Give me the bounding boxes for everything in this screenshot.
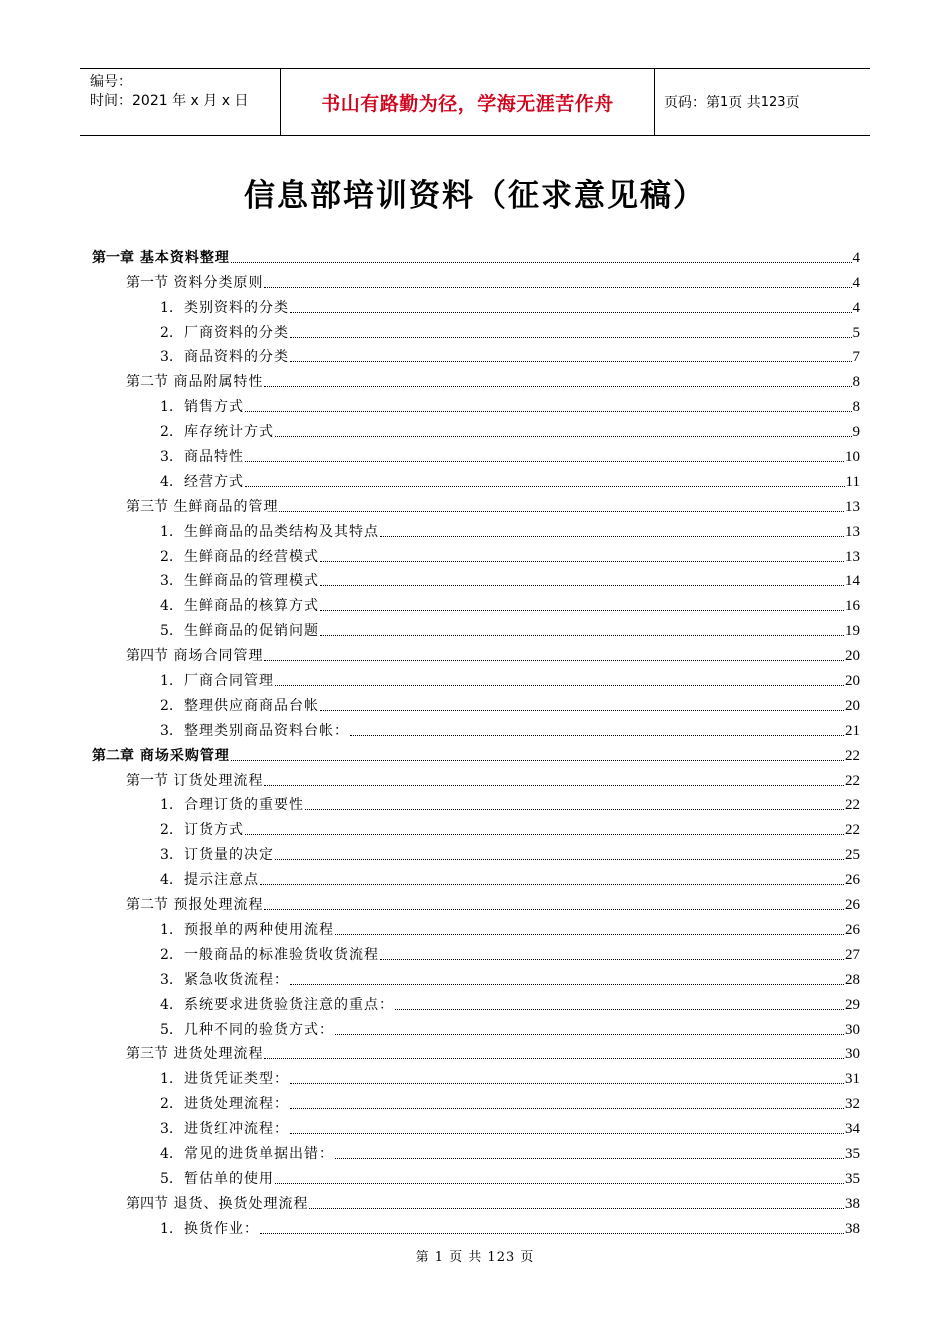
toc-entry-label: [160, 996, 394, 1014]
toc-entry-text: 合理订货的重要性: [184, 797, 304, 814]
toc-entry[interactable]: [92, 1213, 860, 1238]
toc-leader-dots: [264, 287, 851, 288]
toc-entry-page: 22: [845, 822, 860, 839]
toc-entry-label: [160, 722, 349, 740]
page-info-mid: 页 共: [728, 95, 761, 111]
toc-entry[interactable]: [92, 1163, 860, 1188]
toc-leader-dots: [245, 834, 844, 835]
toc-entry-text: 提示注意点: [184, 872, 259, 889]
toc-entry[interactable]: [92, 391, 860, 416]
toc-entry-number: 1.: [160, 1220, 174, 1237]
toc-entry-number: 3.: [160, 1121, 174, 1138]
toc-entry-page: 26: [845, 921, 860, 938]
toc-entry[interactable]: [92, 1063, 860, 1088]
toc-entry-number: 5.: [160, 623, 174, 640]
toc-entry-page: 14: [845, 573, 860, 590]
toc-entry-text: 厂商资料的分类: [184, 324, 289, 341]
toc-entry-text: 预报单的两种使用流程: [184, 921, 334, 938]
toc-entry-number: 2.: [160, 822, 174, 839]
toc-leader-dots: [275, 859, 844, 860]
toc-entry-page: 22: [845, 797, 860, 814]
toc-entry-page: 27: [845, 946, 860, 963]
toc-entry[interactable]: [92, 541, 860, 566]
toc-entry[interactable]: [92, 242, 860, 267]
toc-entry-label: [160, 921, 334, 939]
toc-entry-number: 4.: [160, 996, 174, 1013]
toc-entry-number: 第四节: [126, 648, 168, 665]
toc-entry-page: 26: [845, 897, 860, 914]
toc-entry[interactable]: [92, 416, 860, 441]
toc-entry-label: [160, 1120, 289, 1138]
toc-entry-label: [126, 1195, 308, 1213]
toc-entry-text: 商场合同管理: [173, 648, 264, 665]
toc-entry-page: 5: [852, 324, 860, 341]
toc-entry-page: 11: [845, 473, 860, 490]
toc-entry-number: 2.: [160, 424, 174, 441]
toc-entry-label: [160, 1145, 334, 1163]
toc-leader-dots: [320, 710, 844, 711]
toc-entry-page: 10: [845, 449, 860, 466]
toc-leader-dots: [290, 312, 852, 313]
toc-entry-page: 16: [845, 598, 860, 615]
page-info-prefix: 页码：第: [664, 95, 720, 111]
header-meta: [80, 69, 280, 135]
toc-entry[interactable]: [92, 1088, 860, 1113]
toc-entry-text: 生鲜商品的核算方式: [184, 598, 319, 615]
toc-entry-number: 第四节: [126, 1195, 168, 1212]
toc-entry-page: 20: [845, 673, 860, 690]
toc-entry-text: 商场采购管理: [139, 747, 230, 764]
toc-leader-dots: [305, 809, 844, 810]
toc-leader-dots: [264, 386, 851, 387]
toc-entry-number: 3.: [160, 349, 174, 366]
toc-leader-dots: [335, 1158, 844, 1159]
toc-entry-text: 类别资料的分类: [184, 299, 289, 316]
toc-entry-number: 4.: [160, 1145, 174, 1162]
page-info-current: 1: [720, 94, 729, 110]
toc-entry-text: 订货方式: [184, 822, 244, 839]
toc-entry-text: 退货、换货处理流程: [173, 1195, 309, 1212]
toc-entry-text: 整理类别商品资料台帐：: [184, 722, 349, 739]
toc-entry-page: 4: [852, 249, 860, 266]
toc-entry[interactable]: [92, 964, 860, 989]
header-page-info: [655, 69, 870, 135]
toc-entry-text: 商品特性: [184, 449, 244, 466]
toc-entry-page: 35: [845, 1145, 860, 1162]
toc-entry-page: 7: [852, 349, 860, 366]
toc-entry-page: 4: [852, 274, 860, 291]
toc-leader-dots: [260, 884, 844, 885]
toc-entry[interactable]: [92, 690, 860, 715]
toc-entry-page: 13: [845, 548, 860, 565]
toc-entry-text: 订货量的决定: [184, 847, 274, 864]
toc-entry-number: 1.: [160, 523, 174, 540]
toc-leader-dots: [290, 361, 852, 362]
toc-entry-page: 21: [845, 722, 860, 739]
toc-leader-dots: [279, 511, 844, 512]
toc-entry-text: 进货红冲流程：: [184, 1121, 289, 1138]
page-header: [80, 68, 870, 136]
toc-entry-label: [160, 622, 319, 640]
toc-entry-text: 厂商合同管理: [184, 673, 274, 690]
toc-entry-label: [160, 324, 289, 342]
toc-leader-dots: [380, 536, 844, 537]
toc-entry-text: 生鲜商品的经营模式: [184, 548, 319, 565]
toc-entry[interactable]: [92, 590, 860, 615]
toc-entry-number: 2.: [160, 324, 174, 341]
toc-entry[interactable]: [92, 640, 860, 665]
toc-leader-dots: [264, 1058, 844, 1059]
toc-entry-label: [126, 1045, 263, 1063]
toc-entry-label: [160, 548, 319, 566]
toc-leader-dots: [245, 411, 852, 412]
toc-entry-page: 8: [852, 399, 860, 416]
toc-entry-text: 库存统计方式: [184, 424, 274, 441]
toc-entry[interactable]: [92, 765, 860, 790]
toc-entry-page: 38: [845, 1220, 860, 1237]
toc-entry-page: 31: [845, 1071, 860, 1088]
toc-entry[interactable]: [92, 989, 860, 1014]
toc-entry-label: [126, 647, 263, 665]
toc-entry-text: 销售方式: [184, 399, 244, 416]
toc-entry[interactable]: [92, 939, 860, 964]
toc-entry[interactable]: [92, 342, 860, 367]
toc-leader-dots: [350, 735, 844, 736]
toc-entry-label: [160, 697, 319, 715]
toc-entry-text: 生鲜商品的管理: [173, 498, 279, 515]
toc-entry-label: [160, 398, 244, 416]
toc-entry-label: [126, 772, 263, 790]
toc-entry-text: 生鲜商品的品类结构及其特点: [184, 523, 379, 540]
toc-entry[interactable]: [92, 516, 860, 541]
document-title: 信息部培训资料（征求意见稿）: [244, 178, 706, 214]
toc-entry-number: 2.: [160, 697, 174, 714]
toc-leader-dots: [275, 1183, 844, 1184]
toc-entry-number: 第三节: [126, 498, 168, 515]
toc-entry[interactable]: [92, 466, 860, 491]
toc-entry-number: 5.: [160, 1170, 174, 1187]
toc-entry-number: 第一节: [126, 772, 168, 789]
toc-entry-label: [126, 896, 263, 914]
toc-entry-number: 3.: [160, 847, 174, 864]
toc-leader-dots: [290, 1133, 844, 1134]
toc-entry-label: [160, 971, 289, 989]
toc-entry[interactable]: [92, 441, 860, 466]
toc-leader-dots: [231, 262, 852, 263]
toc-entry[interactable]: [92, 665, 860, 690]
toc-entry-text: 进货凭证类型：: [184, 1071, 289, 1088]
toc-entry[interactable]: [92, 864, 860, 889]
toc-entry[interactable]: [92, 292, 860, 317]
toc-entry[interactable]: [92, 566, 860, 591]
toc-leader-dots: [275, 685, 844, 686]
toc-entry-number: 3.: [160, 449, 174, 466]
toc-entry-text: 常见的进货单据出错：: [184, 1145, 334, 1162]
toc-entry-page: 20: [845, 648, 860, 665]
toc-entry-text: 进货处理流程: [173, 1046, 264, 1063]
toc-entry-label: [160, 523, 379, 541]
toc-entry-number: 第二节: [126, 897, 168, 914]
toc-entry-page: 13: [845, 523, 860, 540]
toc-entry-text: 订货处理流程: [173, 772, 264, 789]
toc-entry-label: [160, 348, 289, 366]
toc-entry-page: 29: [845, 996, 860, 1013]
toc-leader-dots: [320, 610, 844, 611]
toc-leader-dots: [275, 436, 852, 437]
toc-entry-text: 几种不同的验货方式：: [184, 1021, 334, 1038]
toc-entry-number: 1.: [160, 399, 174, 416]
toc-entry[interactable]: [92, 1188, 860, 1213]
toc-entry-page: 22: [845, 772, 860, 789]
toc-entry-page: 4: [852, 299, 860, 316]
toc-entry-number: 1.: [160, 299, 174, 316]
toc-entry-page: 35: [845, 1170, 860, 1187]
toc-entry-text: 暂估单的使用: [184, 1170, 274, 1187]
toc-entry-number: 3.: [160, 722, 174, 739]
toc-entry-number: 2.: [160, 946, 174, 963]
toc-leader-dots: [290, 337, 852, 338]
doc-time-label: 时间：2021 年 x 月 x 日: [90, 93, 249, 109]
toc-leader-dots: [231, 760, 844, 761]
toc-leader-dots: [260, 1233, 844, 1234]
header-motto: 书山有路勤为径，学海无涯苦作舟: [280, 69, 655, 135]
toc-entry-number: 第二节: [126, 374, 168, 391]
toc-leader-dots: [380, 959, 844, 960]
toc-entry[interactable]: [92, 267, 860, 292]
toc-entry-text: 基本资料整理: [139, 249, 230, 266]
toc-entry-page: 19: [845, 623, 860, 640]
toc-entry-number: 1.: [160, 921, 174, 938]
toc-leader-dots: [264, 785, 844, 786]
toc-entry-text: 生鲜商品的管理模式: [184, 573, 319, 590]
toc-entry-label: [160, 1220, 259, 1238]
toc-entry[interactable]: [92, 615, 860, 640]
toc-entry-number: 第一章: [92, 249, 134, 266]
toc-entry-page: 34: [845, 1121, 860, 1138]
toc-entry[interactable]: [92, 1014, 860, 1039]
toc-entry-number: 4.: [160, 473, 174, 490]
toc-entry-page: 28: [845, 971, 860, 988]
toc-entry-label: [160, 423, 274, 441]
toc-entry-page: 9: [852, 424, 860, 441]
toc-entry[interactable]: [92, 491, 860, 516]
toc-entry-label: [160, 946, 379, 964]
toc-entry-label: [160, 846, 274, 864]
toc-entry-label: [126, 373, 263, 391]
toc-leader-dots: [290, 984, 844, 985]
page-info-total: 123: [760, 94, 786, 110]
toc-entry[interactable]: [92, 317, 860, 342]
toc-entry-page: 25: [845, 847, 860, 864]
toc-entry-label: [160, 1021, 334, 1039]
toc-entry-number: 4.: [160, 872, 174, 889]
toc-entry-label: [160, 1170, 274, 1188]
toc-entry-label: [160, 871, 259, 889]
doc-number-label: 编号：: [90, 74, 132, 90]
toc-entry-text: 整理供应商商品台帐: [184, 697, 319, 714]
toc-entry-label: [160, 1095, 289, 1113]
toc-entry-text: 商品附属特性: [173, 374, 264, 391]
toc-leader-dots: [264, 660, 844, 661]
toc-entry-label: [160, 572, 319, 590]
toc-entry-number: 第一节: [126, 274, 168, 291]
toc-leader-dots: [290, 1083, 844, 1084]
toc-entry-label: [160, 672, 274, 690]
toc-entry-label: [160, 299, 289, 317]
toc-entry[interactable]: [92, 839, 860, 864]
toc-leader-dots: [245, 486, 845, 487]
toc-leader-dots: [335, 1034, 844, 1035]
toc-entry[interactable]: [92, 1039, 860, 1064]
toc-entry-text: 紧急收货流程：: [184, 971, 289, 988]
toc-entry-number: 3.: [160, 971, 174, 988]
toc-entry-page: 22: [845, 747, 860, 764]
toc-entry-number: 5.: [160, 1021, 174, 1038]
toc-entry-text: 一般商品的标准验货收货流程: [184, 946, 379, 963]
toc-entry-text: 预报处理流程: [173, 897, 264, 914]
page-footer: 第 1 页 共 123 页: [415, 1250, 535, 1265]
toc-entry-label: [160, 597, 319, 615]
toc-leader-dots: [335, 934, 844, 935]
toc-entry-page: 13: [845, 498, 860, 515]
toc-entry-number: 1.: [160, 797, 174, 814]
toc-entry-page: 26: [845, 872, 860, 889]
toc-leader-dots: [264, 909, 844, 910]
toc-entry-label: [160, 448, 244, 466]
toc-entry-number: 1.: [160, 1071, 174, 1088]
toc-entry-page: 32: [845, 1096, 860, 1113]
toc-entry-number: 第二章: [92, 747, 134, 764]
toc-entry-number: 3.: [160, 573, 174, 590]
toc-entry-text: 经营方式: [184, 473, 244, 490]
toc-leader-dots: [395, 1009, 844, 1010]
toc-leader-dots: [320, 561, 844, 562]
toc-entry-page: 20: [845, 697, 860, 714]
toc-entry-label: [160, 1070, 289, 1088]
toc-entry[interactable]: [92, 814, 860, 839]
toc-leader-dots: [320, 635, 844, 636]
toc-entry-page: 38: [845, 1195, 860, 1212]
table-of-contents: [92, 242, 860, 1238]
toc-leader-dots: [309, 1208, 844, 1209]
toc-entry-page: 30: [845, 1046, 860, 1063]
toc-entry[interactable]: [92, 366, 860, 391]
toc-entry[interactable]: [92, 1138, 860, 1163]
toc-entry-label: [160, 796, 304, 814]
toc-entry-number: 4.: [160, 598, 174, 615]
toc-entry-label: [160, 473, 244, 491]
toc-entry[interactable]: [92, 740, 860, 765]
toc-entry-number: 第三节: [126, 1046, 168, 1063]
toc-entry[interactable]: [92, 715, 860, 740]
toc-entry-label: [92, 747, 230, 765]
toc-leader-dots: [320, 585, 844, 586]
toc-entry-text: 资料分类原则: [173, 274, 264, 291]
page-info-suffix: 页: [785, 95, 800, 111]
toc-leader-dots: [290, 1108, 844, 1109]
toc-entry-label: [126, 274, 263, 292]
toc-entry-number: 1.: [160, 673, 174, 690]
toc-entry-text: 进货处理流程：: [184, 1096, 289, 1113]
toc-leader-dots: [245, 461, 844, 462]
toc-entry-label: [126, 498, 278, 516]
toc-entry[interactable]: [92, 790, 860, 815]
toc-entry-text: 商品资料的分类: [184, 349, 289, 366]
toc-entry[interactable]: [92, 914, 860, 939]
toc-entry-number: 2.: [160, 548, 174, 565]
toc-entry[interactable]: [92, 1113, 860, 1138]
toc-entry-number: 2.: [160, 1096, 174, 1113]
toc-entry-page: 8: [852, 374, 860, 391]
toc-entry-text: 系统要求进货验货注意的重点：: [184, 996, 394, 1013]
toc-entry[interactable]: [92, 889, 860, 914]
toc-entry-text: 换货作业：: [184, 1220, 259, 1237]
toc-entry-label: [92, 249, 230, 267]
toc-entry-page: 30: [845, 1021, 860, 1038]
toc-entry-label: [160, 821, 244, 839]
toc-entry-text: 生鲜商品的促销问题: [184, 623, 319, 640]
